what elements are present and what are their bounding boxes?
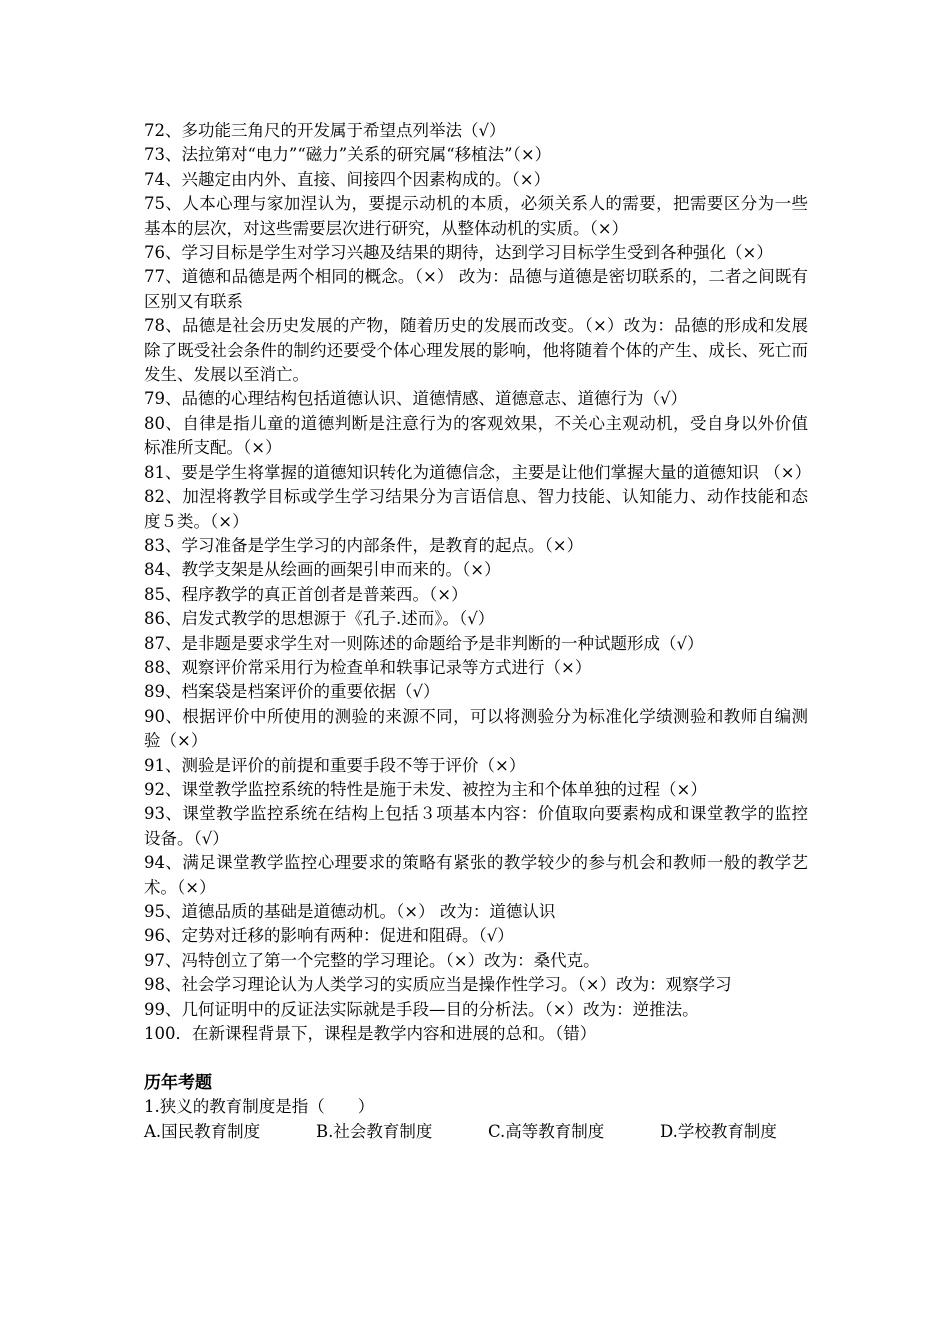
list-item: 99、几何证明中的反证法实际就是手段—目的分析法。（×）改为：逆推法。 [144,999,699,1019]
list-item: 72、多功能三角尺的开发属于希望点列举法（√） [144,121,506,140]
section-spacer [144,1046,808,1070]
list-item: 100．在新课程背景下，课程是教学内容和进展的总和。（错） [144,1024,597,1044]
list-item: 87、是非题是要求学生对一则陈述的命题给予是非判断的一种试题形成（√） [144,633,704,653]
list-item: 98、社会学习理论认为人类学习的实质应当是操作性学习。（×）改为：观察学习 [144,975,732,995]
option-a: A.国民教育制度 [144,1121,261,1141]
option-c: C.高等教育制度 [488,1121,605,1141]
list-item: 96、定势对迁移的影响有两种：促进和阻碍。（√） [144,926,514,946]
option-d: D.学校教育制度 [660,1121,777,1141]
section-title: 历年考题 [144,1072,212,1093]
answer-options [144,1120,808,1144]
list-item: 85、程序教学的真正首创者是普莱西。（×） [144,584,468,604]
list-item: 76、学习目标是学生对学习兴趣及结果的期待，达到学习目标学生受到各种强化（×） [144,243,773,263]
list-item: 91、测验是评价的前提和重要手段不等于评价（×） [144,755,526,775]
list-item: 75、人本心理与家加涅认为，要提示动机的本质，必须关系人的需要，把需要区分为一些基本的层次，对这些需要层次进行研究，从整体动机的实质。（×） [144,194,808,238]
list-item: 97、冯特创立了第一个完整的学习理论。（×）改为：桑代克。 [144,950,600,970]
list-item: 73、法拉第对“电力”“磁力”关系的研究属“移植法”（×） [144,145,552,165]
list-item: 81、要是学生将掌握的道德知识转化为道德信念，主要是让他们掌握大量的道德知识 （×） [144,462,812,482]
list-item: 83、学习准备是学生学习的内部条件，是教育的起点。（×） [144,535,584,555]
true-false-list [144,119,812,1046]
list-item: 74、兴趣定由内外、直接、间接四个因素构成的。（×） [144,169,551,189]
list-item: 77、道德和品德是两个相同的概念。（×） 改为：品德与道德是密切联系的，二者之间既有区别又有联系 [144,267,808,311]
list-item: 88、观察评价常采用行为检查单和轶事记录等方式进行（×） [144,657,592,677]
list-item: 82、加涅将教学目标或学生学习结果分为言语信息、智力技能、认知能力、动作技能和态度５类。（×） [144,487,808,531]
list-item: 89、档案袋是档案评价的重要依据（√） [144,682,440,702]
document-page [144,119,812,1144]
list-item: 92、课堂教学监控系统的特性是施于未发、被控为主和个体单独的过程（×） [144,779,707,799]
question-text: 1.狭义的教育制度是指（ ） [144,1097,375,1117]
list-item: 94、满足课堂教学监控心理要求的策略有紧张的教学较少的参与机会和教师一般的教学艺术。（×） [144,853,808,897]
list-item: 86、启发式教学的思想源于《孔子.述而》。（√） [144,609,495,629]
list-item: 78、品德是社会历史发展的产物，随着历史的发展而改变。（×）改为：品德的形成和发展除了既受社会条件的制约还要受个体心理发展的影响，他将随着个体的产生、成长、死亡而发生、发展以至消亡。 [144,316,808,385]
list-item: 93、课堂教学监控系统在结构上包括３项基本内容：价值取向要素构成和课堂教学的监控设备。（√） [144,804,808,848]
list-item: 90、根据评价中所使用的测验的来源不同，可以将测验分为标准化学绩测验和教师自编测验（×） [144,706,808,751]
list-item: 84、教学支架是从绘画的画架引申而来的。（×） [144,560,501,580]
list-item: 79、品德的心理结构包括道德认识、道德情感、道德意志、道德行为（√） [144,389,688,409]
option-b: B.社会教育制度 [316,1121,433,1141]
list-item: 95、道德品质的基础是道德动机。（×） 改为：道德认识 [144,902,556,921]
list-item: 80、自律是指儿童的道德判断是注意行为的客观效果，不关心主观动机，受自身以外价值标准所支配。（×） [144,413,808,458]
